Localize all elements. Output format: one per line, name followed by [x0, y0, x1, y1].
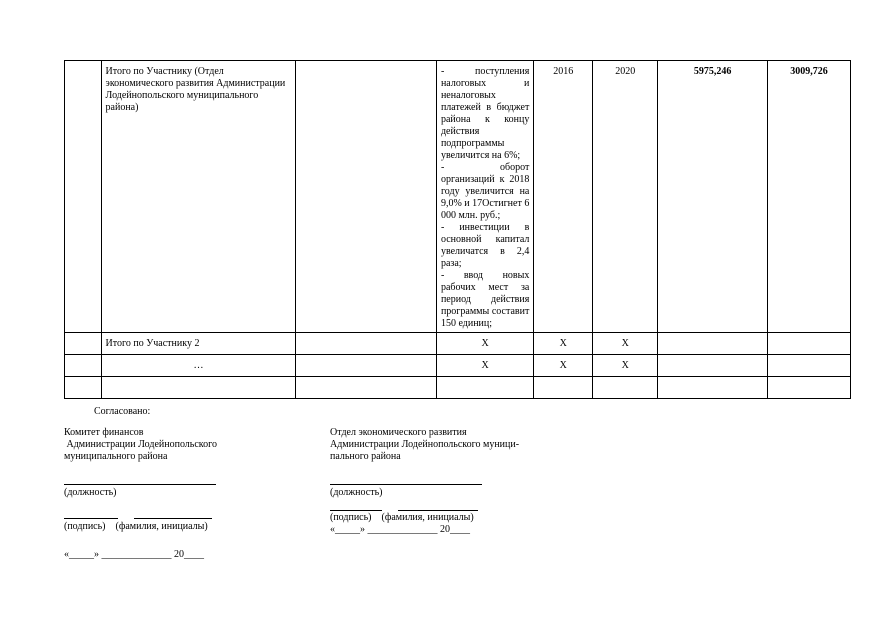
row-number-cell [65, 355, 102, 377]
indicators-cell [436, 377, 533, 399]
empty-cell [296, 377, 437, 399]
right-org-line2: Администрации Лодейнопольского муници- [330, 439, 520, 450]
table-row [65, 377, 851, 399]
value1-cell [658, 377, 768, 399]
value2-cell: 3009,726 [767, 61, 850, 333]
empty-cell [296, 355, 437, 377]
left-sign-line [64, 518, 118, 519]
left-org-line2: Администрации Лодейнопольского [64, 439, 218, 450]
value2-cell [767, 377, 850, 399]
value2-cell [767, 333, 850, 355]
left-position-label: (должность) [64, 487, 117, 498]
empty-cell [296, 333, 437, 355]
indicators-cell: X [436, 355, 533, 377]
left-position-line [64, 484, 216, 485]
right-position-label: (должность) [330, 487, 383, 498]
indicators-text: - поступления налоговых и неналоговых платежей в бюджет района к концу действия подпрограммы увеличится на 6%; - оборот организаций к 2018 году увеличится на 9,0% и 17Oстигнет 6 000 млн. руб.; - инвестиции в основной капитал увеличатся в 2,4 раза; - ввод новых рабочих мест за период действия программы составит 150 единиц; [440, 66, 530, 329]
indicators-cell: X [436, 333, 533, 355]
year-end-cell [593, 377, 658, 399]
participant-name-cell [101, 377, 296, 399]
right-date-line: «_____» ______________ 20____ [330, 524, 470, 535]
participant-name-cell: Итого по Участнику 2 [101, 333, 296, 355]
right-name-line [398, 510, 478, 511]
row-number-cell [65, 377, 102, 399]
table-row [65, 61, 851, 333]
right-sign-line [330, 510, 382, 511]
value1-cell: 5975,246 [658, 61, 768, 333]
year-start-cell: 2016 [534, 61, 593, 333]
right-sign-label: (подпись) (фамилия, инициалы) [330, 512, 474, 523]
participant-name-cell: … [101, 355, 296, 377]
right-position-line [330, 484, 482, 485]
left-name-line [134, 518, 212, 519]
indicators-cell [436, 61, 533, 333]
row-number-cell [65, 333, 102, 355]
participant-name-cell: Итого по Участнику (Отдел экономического развития Администрации Лодейнопольского муниципального района) [101, 61, 296, 333]
left-date-line: «_____» ______________ 20____ [64, 549, 204, 560]
year-start-cell [534, 377, 593, 399]
left-org-line3: муниципального района [64, 451, 168, 462]
table-row [65, 355, 851, 377]
table-row [65, 333, 851, 355]
value1-cell [658, 333, 768, 355]
left-org-line1: Комитет финансов [64, 427, 144, 438]
empty-cell [296, 61, 437, 333]
program-table [64, 60, 851, 399]
value2-cell [767, 355, 850, 377]
approval-heading: Согласовано: [94, 406, 151, 417]
year-start-cell: X [534, 355, 593, 377]
right-org-line1: Отдел экономического развития [330, 427, 467, 438]
year-end-cell: 2020 [593, 61, 658, 333]
year-end-cell: X [593, 333, 658, 355]
year-start-cell: X [534, 333, 593, 355]
left-sign-label: (подпись) (фамилия, инициалы) [64, 521, 208, 532]
right-org-line3: пального района [330, 451, 401, 462]
value1-cell [658, 355, 768, 377]
year-end-cell: X [593, 355, 658, 377]
row-number-cell [65, 61, 102, 333]
